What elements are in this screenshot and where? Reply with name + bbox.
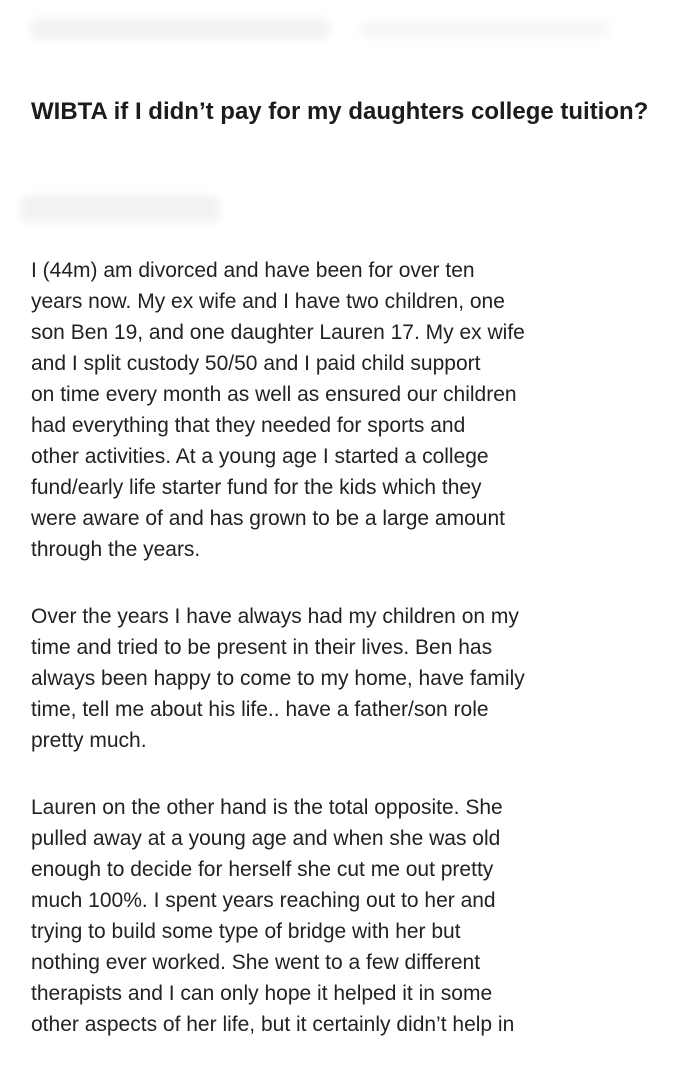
blurred-header-right: [360, 20, 610, 38]
post-title: WIBTA if I didn’t pay for my daughters college tuition?: [31, 98, 649, 125]
blurred-header: [30, 18, 330, 40]
blurred-author-meta: [20, 195, 220, 223]
post-paragraph: Over the years I have always had my children on my time and tried to be present in their lives. Ben has always been happy to come to my home, have family time, tell me about his life.. have a father/son role pretty much.: [31, 605, 525, 752]
post-body: [31, 255, 656, 1076]
post-paragraph: I (44m) am divorced and have been for over ten years now. My ex wife and I have two children, one son Ben 19, and one daughter Lauren 17. My ex wife and I split custody 50/50 and I paid child support on time every month as well as ensured our children had everything that they needed for sports and other activities. At a young age I started a college fund/early life starter fund for the kids which they were aware of and has grown to be a large amount through the years.: [31, 259, 525, 561]
post-paragraph: Lauren on the other hand is the total opposite. She pulled away at a young age and when she was old enough to decide for herself she cut me out pretty much 100%. I spent years reaching out to her and trying to build some type of bridge with her but nothing ever worked. She went to a few different therapists and I can only hope it helped it in some other aspects of her life, but it certainly didn’t help in: [31, 796, 515, 1036]
